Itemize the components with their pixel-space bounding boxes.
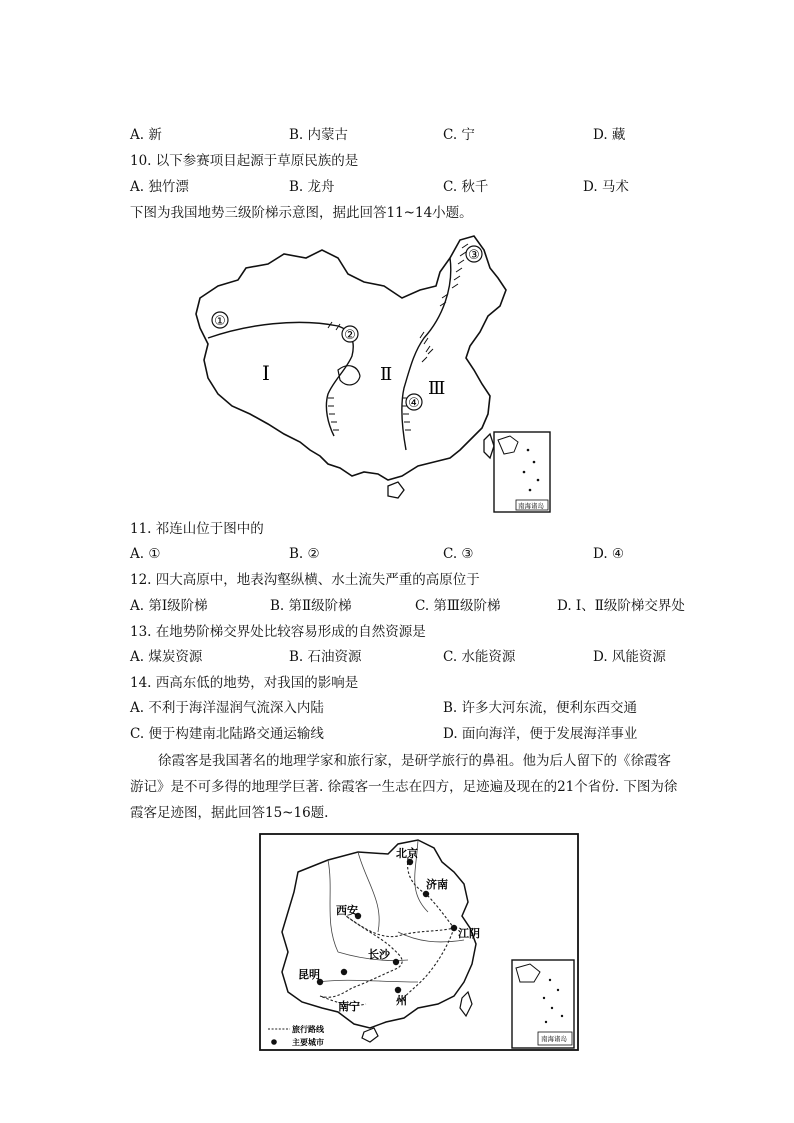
paragraph-line-1: 徐霞客是我国著名的地理学家和旅行家，是研学旅行的鼻祖。他为后人留下的《徐霞客: [158, 753, 671, 769]
q13-option-a: A. 煤炭资源: [130, 649, 203, 665]
q11-option-d: D. ④: [593, 546, 625, 562]
marker-4: [406, 394, 422, 411]
xu-xiake-route-map: [258, 832, 580, 1054]
q14-option-c: C. 便于构建南北陆路交通运输线: [130, 726, 324, 742]
svg-text:③: ③: [468, 248, 480, 263]
q14-option-d: D. 面向海洋，便于发展海洋事业: [443, 726, 638, 742]
q13-stem: 13. 在地势阶梯交界处比较容易形成的自然资源是: [130, 624, 426, 640]
q14-stem: 14. 西高东低的地势，对我国的影响是: [130, 675, 359, 691]
q10-option-b: B. 龙舟: [289, 179, 335, 195]
region-label-1: Ⅰ: [262, 361, 270, 385]
svg-text:昆明: 昆明: [298, 968, 320, 981]
step-boundary-1: [208, 322, 353, 436]
q9-option-b: B. 内蒙古: [289, 127, 349, 143]
q11-option-b: B. ②: [289, 546, 320, 562]
legend-route: 旅行路线: [292, 1025, 324, 1034]
q10-option-d: D. 马术: [583, 179, 629, 195]
svg-text:西安: 西安: [336, 904, 358, 917]
q12-option-c: C. 第Ⅲ级阶梯: [415, 598, 501, 614]
q14-option-a: A. 不利于海洋湿润气流深入内陆: [130, 700, 324, 716]
q13-option-b: B. 石油资源: [289, 649, 362, 665]
paragraph-line-2: 游记》是不可多得的地理学巨著. 徐霞客一生志在四方，足迹遍及现在的21个省份. 下图为徐: [130, 779, 678, 795]
xu-xiake-route-map-svg: [258, 832, 580, 1054]
svg-text:北京: 北京: [396, 847, 418, 860]
svg-text:①: ①: [214, 314, 226, 329]
region-label-2: Ⅱ: [380, 364, 393, 385]
marker-3: [466, 246, 482, 263]
q10-option-c: C. 秋千: [443, 179, 489, 195]
step-boundary-2: [402, 258, 451, 450]
legend-city-dot: [271, 1039, 277, 1045]
svg-text:南宁: 南宁: [338, 1000, 360, 1013]
map1-intro: 下图为我国地势三级阶梯示意图，据此回答11~14小题。: [130, 205, 473, 221]
region-label-3: Ⅲ: [428, 378, 446, 399]
q14-option-b: B. 许多大河东流，便利东西交通: [443, 700, 638, 716]
q10-option-a: A. 独竹漂: [130, 179, 189, 195]
svg-text:②: ②: [344, 328, 356, 343]
q9-option-a: A. 新: [130, 127, 162, 143]
city-xian: [336, 903, 361, 919]
q12-stem: 12. 四大高原中，地表沟壑纵横、水土流失严重的高原位于: [130, 572, 480, 588]
svg-text:州: 州: [396, 994, 407, 1007]
q12-option-a: A. 第Ⅰ级阶梯: [130, 598, 208, 614]
q11-option-c: C. ③: [443, 546, 474, 562]
q9-option-d: D. 藏: [593, 127, 626, 143]
terrain-steps-map: [188, 228, 560, 518]
inset-label: 南海诸岛: [518, 502, 544, 510]
q10-stem: 10. 以下参赛项目起源于草原民族的是: [130, 153, 359, 169]
q12-option-b: B. 第Ⅱ级阶梯: [270, 598, 352, 614]
legend-city: 主要城市: [292, 1038, 324, 1047]
q11-stem: 11. 祁连山位于图中的: [130, 521, 264, 537]
basin-loop: [338, 366, 360, 385]
terrain-steps-map-svg: [188, 228, 560, 518]
paragraph-line-3: 霞客足迹图，据此回答15~16题.: [130, 805, 329, 821]
q13-option-d: D. 风能资源: [593, 649, 666, 665]
q11-option-a: A. ①: [130, 546, 161, 562]
hainan-island: [388, 482, 404, 498]
q12-option-d: D. Ⅰ、Ⅱ级阶梯交界处: [557, 598, 685, 614]
inset-label: 南海诸岛: [541, 1035, 567, 1043]
svg-text:④: ④: [408, 396, 420, 411]
svg-text:济南: 济南: [426, 878, 448, 891]
q13-option-c: C. 水能资源: [443, 649, 516, 665]
svg-text:长沙: 长沙: [368, 948, 390, 961]
q9-option-c: C. 宁: [443, 127, 475, 143]
taiwan-island: [484, 434, 494, 458]
marker-1: [212, 312, 228, 329]
marker-2: [342, 326, 358, 343]
svg-text:江阴: 江阴: [458, 927, 480, 940]
